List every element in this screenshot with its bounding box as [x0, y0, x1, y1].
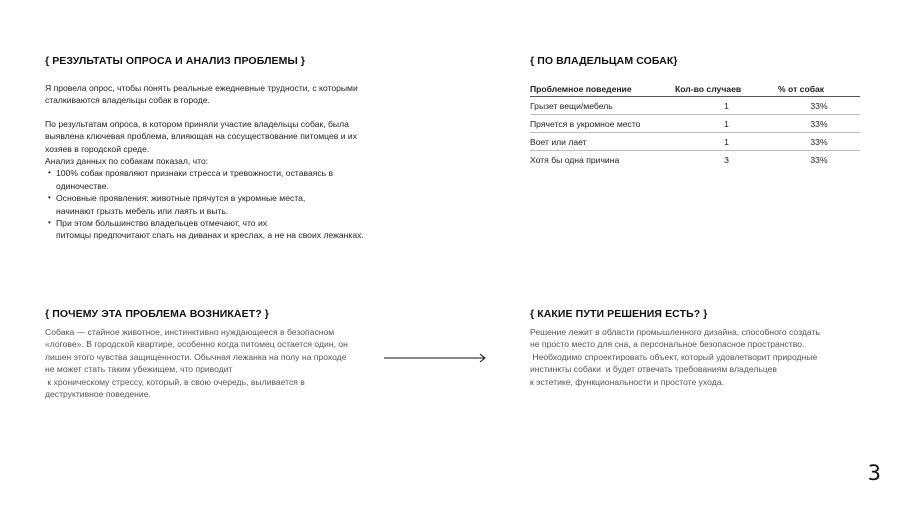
solutions-text — [530, 326, 820, 388]
bullet-2-line-1: • Основные проявления: животные прячутся в укромные места, — [56, 193, 306, 204]
why-line-3: лишен этого чувства защищенности. Обычная лежанка на полу на проходе — [45, 351, 347, 362]
survey-findings-list — [45, 167, 364, 241]
solutions-line-1: Решение лежит в области промышленного дизайна, способного создать — [530, 327, 820, 337]
why-line-6: деструктивное поведение. — [45, 389, 151, 400]
table-cell: Хотя бы одна причина — [530, 154, 620, 165]
why-heading: { ПОЧЕМУ ЭТА ПРОБЛЕМА ВОЗНИКАЕТ? } — [45, 308, 269, 320]
survey-results-line-3: хозяев в городской среде. — [45, 143, 150, 154]
arrow-right-icon — [384, 352, 488, 364]
table-cell: Прячется в укромное место — [530, 115, 675, 133]
solutions-line-5: к эстетике, функциональности и простоте ухода. — [530, 376, 724, 387]
bullet-2-line-2: начинают грызть мебель или лаять и выть. — [56, 205, 229, 216]
why-text — [45, 326, 348, 400]
why-line-4: не может стать таким убежищем, что приводит — [45, 364, 233, 375]
owners-heading: { ПО ВЛАДЕЛЬЦАМ СОБАК} — [530, 55, 678, 67]
survey-intro-line-1: Я провела опрос, чтобы понять реальные ежедневные трудности, с которыми — [45, 83, 358, 93]
table-cell: 33% — [778, 115, 860, 133]
bullet-1-line-2: одиночестве. — [56, 180, 109, 191]
table-cell: 33% — [778, 133, 860, 151]
why-line-1: Собака — стайное животное, инстинктивно нуждающееся в безопасном — [45, 327, 335, 337]
owners-table — [530, 81, 860, 168]
table-header-row — [530, 81, 860, 97]
why-line-5: к хроническому стрессу, который, в свою очередь, выливается в — [45, 376, 305, 387]
column-header-behavior: Проблемное поведение — [530, 81, 675, 97]
column-header-cases: Кол-во случаев — [675, 81, 778, 97]
table-cell: 1 — [675, 133, 778, 151]
column-header-percent: % от собак — [778, 81, 860, 97]
table-row — [530, 133, 860, 151]
solutions-heading: { КАКИЕ ПУТИ РЕШЕНИЯ ЕСТЬ? } — [530, 308, 708, 320]
table-cell: Грызет вещи/мебель — [530, 97, 675, 115]
bullet-3-line-1: • При этом большинство владельцев отмечают, что их — [56, 218, 268, 229]
survey-heading: { РЕЗУЛЬТАТЫ ОПРОСА И АНАЛИЗ ПРОБЛЕМЫ } — [45, 55, 306, 67]
bullet-3-line-2: питомцы предпочитают спать на диванах и креслах, а не на своих лежанках. — [56, 230, 364, 241]
bullet-1-line-1: • 100% собак проявляют признаки стресса и тревожности, оставаясь в — [56, 168, 334, 179]
table-cell: Воет или лает — [530, 133, 675, 151]
table-cell: 33% — [810, 154, 828, 165]
survey-results-line-4: Анализ данных по собакам показал, что: — [45, 156, 209, 167]
table-row — [530, 115, 860, 133]
solutions-line-3: Необходимо спроектировать объект, который удовлетворит природные — [530, 351, 818, 362]
table-row — [530, 151, 860, 169]
table-cell: 1 — [675, 97, 778, 115]
list-item — [45, 217, 364, 242]
solutions-line-2: не просто место для сна, а персональное безопасное пространство. — [530, 339, 805, 350]
table-row — [530, 97, 860, 115]
page-number: 3 — [867, 461, 881, 485]
survey-results-line-2: выявлена ключевая проблема, влияющая на сосуществование питомцев и их — [45, 131, 358, 142]
survey-text — [45, 82, 364, 242]
why-line-2: «логове». В городской квартире, особенно когда питомец остается один, он — [45, 339, 348, 350]
table-cell: 1 — [675, 115, 778, 133]
table-cell: 3 — [724, 154, 729, 165]
survey-intro-line-2: сталкиваются владельцы собак в городе. — [45, 95, 210, 106]
table-cell: 33% — [778, 97, 860, 115]
list-item — [45, 167, 364, 192]
list-item — [45, 192, 364, 217]
survey-results-line-1: По результатам опроса, в котором приняли участие владельцы собак, была — [45, 118, 349, 129]
solutions-line-4: инстинкты собаки и будет отвечать требованиям владельцев — [530, 364, 777, 375]
